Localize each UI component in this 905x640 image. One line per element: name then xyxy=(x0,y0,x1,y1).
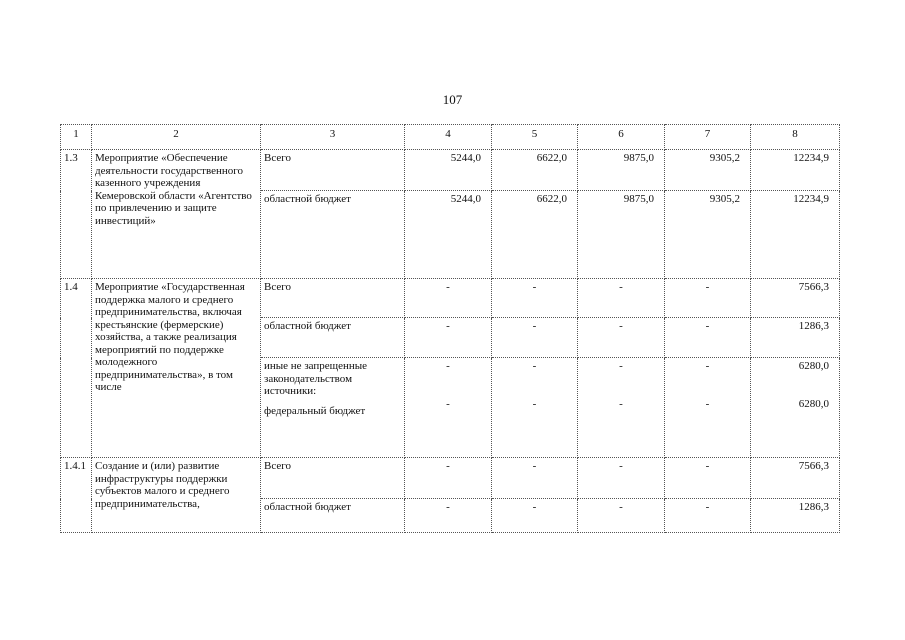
value-cell: - xyxy=(405,318,492,358)
header-cell: 2 xyxy=(92,125,261,150)
header-cell: 7 xyxy=(665,125,751,150)
value-cell: - xyxy=(405,279,492,318)
value-text: 6280,0 xyxy=(798,360,829,372)
value-cell xyxy=(578,358,665,458)
source-label: иные не запрещенные законодательством источники: xyxy=(264,360,368,397)
value-text: - xyxy=(705,397,710,410)
source-label: областной бюджет xyxy=(261,191,405,279)
source-label: Всего xyxy=(261,150,405,191)
value-cell: - xyxy=(578,279,665,318)
value-cell: 9875,0 xyxy=(578,150,665,191)
value-cell: - xyxy=(578,318,665,358)
value-text: - xyxy=(619,397,623,410)
header-cell: 8 xyxy=(751,125,840,150)
source-group xyxy=(261,358,405,458)
table-row xyxy=(61,150,840,191)
value-cell: 1286,3 xyxy=(751,318,840,358)
row-code: 1.4 xyxy=(61,279,92,458)
value-text: - xyxy=(619,360,623,372)
value-cell: 6622,0 xyxy=(492,191,578,279)
value-cell: 9305,2 xyxy=(665,191,751,279)
value-cell: - xyxy=(665,318,751,358)
value-cell: - xyxy=(492,458,578,499)
value-cell: 9875,0 xyxy=(578,191,665,279)
table-row xyxy=(61,279,840,318)
value-cell: 6622,0 xyxy=(492,150,578,191)
value-cell xyxy=(405,358,492,458)
value-cell: 9305,2 xyxy=(665,150,751,191)
table-row xyxy=(61,458,840,499)
header-cell: 3 xyxy=(261,125,405,150)
header-cell: 1 xyxy=(61,125,92,150)
value-cell: - xyxy=(405,499,492,533)
row-code: 1.4.1 xyxy=(61,458,92,533)
value-cell xyxy=(751,358,840,458)
value-cell: - xyxy=(492,318,578,358)
value-text: - xyxy=(532,397,537,410)
value-cell: - xyxy=(492,499,578,533)
value-text: 6280,0 xyxy=(798,397,829,410)
value-cell: 5244,0 xyxy=(405,150,492,191)
source-label: областной бюджет xyxy=(261,499,405,533)
header-cell: 6 xyxy=(578,125,665,150)
page-number: 107 xyxy=(442,92,463,107)
value-cell: 7566,3 xyxy=(751,458,840,499)
row-name: Мероприятие «Государственная поддержка малого и среднего предпринимательства, включая крестьянские (фермерские) хозяйства, а также реализация мероприятий по поддержке молодежного предпринимательства», в том числе xyxy=(92,279,261,458)
value-cell: - xyxy=(578,458,665,499)
value-cell: 12234,9 xyxy=(751,191,840,279)
row-code: 1.3 xyxy=(61,150,92,279)
table-header-row xyxy=(61,125,840,150)
source-label: областной бюджет xyxy=(261,318,405,358)
value-cell: - xyxy=(665,279,751,318)
value-cell xyxy=(665,358,751,458)
value-text: - xyxy=(532,360,537,372)
value-cell: - xyxy=(405,458,492,499)
value-cell: - xyxy=(665,458,751,499)
row-name: Создание и (или) развитие инфраструктуры поддержки субъектов малого и среднего предпринимательства, xyxy=(92,458,261,533)
value-cell: 12234,9 xyxy=(751,150,840,191)
source-label: Всего xyxy=(261,458,405,499)
value-cell: - xyxy=(578,499,665,533)
row-name: Мероприятие «Обеспечение деятельности государственного казенного учреждения Кемеровской области «Агентство по привлечению и защите инвестиций» xyxy=(92,150,261,279)
value-cell: - xyxy=(665,499,751,533)
value-cell: 1286,3 xyxy=(751,499,840,533)
value-text: - xyxy=(446,397,450,410)
value-cell xyxy=(492,358,578,458)
header-cell: 4 xyxy=(405,125,492,150)
financing-table xyxy=(60,124,840,533)
value-cell: - xyxy=(492,279,578,318)
source-label: федеральный бюджет xyxy=(264,404,366,417)
value-text: - xyxy=(705,360,710,372)
header-cell: 5 xyxy=(492,125,578,150)
value-text: - xyxy=(446,360,450,372)
source-label: Всего xyxy=(261,279,405,318)
value-cell: 5244,0 xyxy=(405,191,492,279)
value-cell: 7566,3 xyxy=(751,279,840,318)
